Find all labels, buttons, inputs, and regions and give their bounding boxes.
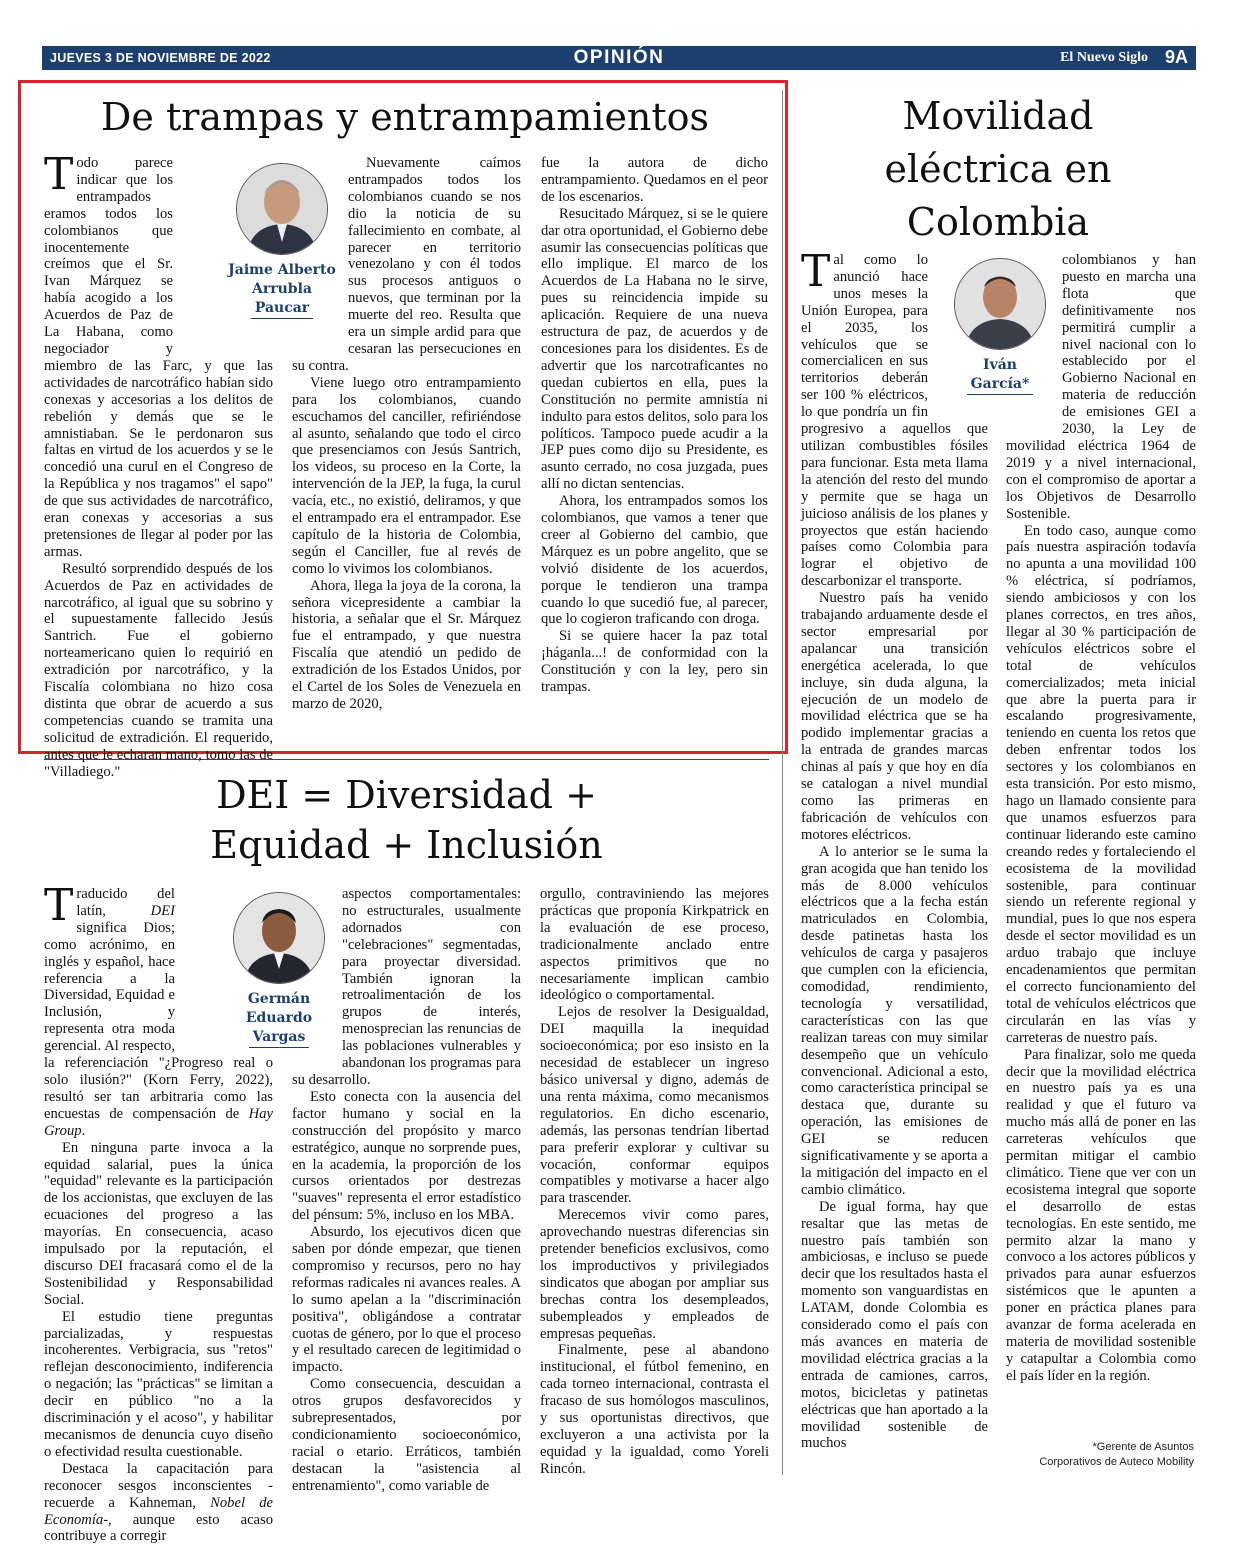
movilidad-column-1: Tal como lo anunció hace unos meses la Unión Europea, para el 2035, los vehículos que se comercialicen en sus territorios deberán ser 100 % eléctricos, lo que pondría un fin progresivo a aquellos que utilizan combustibles fósiles para funcionar. Esta meta llama la atención del resto del mundo y permite que se haga un juicioso análisis de los planes y proyectos que están haciendo países como Colombia para lograr el objetivo de descarbonizar el transporte. Nuestro país ha venido trabajando arduamente desde el sector empresarial por apalancar una transición energética acelerada, lo que incluye, sin duda alguna, la ejecución de un modelo de movilidad eléctrica que se ha podido implementar gracias a la entrada de grandes marcas chinas al país y que hoy en día se catalogan a nivel mundial como las primeras en fabricación de vehículos con motores eléctricos. A lo anterior se le suma la gran acogida que han tenido los más de 8.000 vehículos eléctricos que a la fecha están matriculados en Colombia, desde patinetas hasta los vehículos de carga y pasajeros que cumplen con la eficiencia, comodidad, rendimiento, tecnología y versatilidad, características con las que realizan tareas con muy similar desempeño que un vehículo convencional. Adicional a esto, como característica principal se destaca que, durante su operación, las emisiones de GEI se reducen significativamente y se aporta a la mitigación del impacto en el cambio climático. De igual forma, hay que resaltar que las metas de nuestro país también son ambiciosas, e incluso se puede decir que los resultados hasta el momento son vanguardistas en LATAM, donde Colombia es considerado como el país con más avances en materia de movilidad eléctrica gracias a la entrada de camiones, carros, motos, bicicletas y patinetas eléctricas que han aportado a la movilidad sostenible de muchos	[801, 246, 988, 1452]
masthead-bar	[42, 46, 1196, 70]
paragraph: A lo anterior se le suma la gran acogida que han tenido los más de 8.000 vehículos eléctricos que a la fecha están matriculados en Colombia, desde patinetas hasta los vehículos de carga y pasajeros que cumplen con la eficiencia, comodidad, rendimiento, tecnología y versatilidad, características con las que realizan tareas con muy similar desempeño que un vehículo convencional. Adicional a esto, como característica principal se destaca que, durante su operación, las emisiones de GEI se reducen significativamente y se aporta a la mitigación del impacto en el cambio climático.	[801, 843, 988, 1198]
trampas-author-spacer	[292, 155, 348, 345]
paragraph: colombianos y han puesto en marcha una flota que definitivamente nos permitirá cumplir a nivel nacional con lo establecido por el Gobierno Nacional en materia de reducción de emisiones GEI a 2030, la Ley de movilidad eléctrica 1964 de 2019 y a nivel internacional, con el compromiso de aportar a los Objetivos de Desarrollo Sostenible.	[1006, 252, 1196, 522]
newspaper-name: El Nuevo Siglo	[1060, 50, 1148, 65]
paragraph: Absurdo, los ejecutivos dicen que saben por dónde empezar, que tienen compromiso y recursos, pero no hay reformas radicales ni avances reales. A lo sumo apelan a la "discriminación positiva", obligándose a contratar cuotas de género, por lo que el proceso y el resultado carecen de legitimidad o impacto.	[292, 1224, 521, 1376]
dropcap: T	[801, 246, 831, 297]
paragraph: orgullo, contraviniendo las mejores prácticas que proponía Kirkpatrick en la evaluación de ese proceso, tradicionalmente anclado entre aspectos primitivos que no necesariamente implican cambio ideológico o comportamental.	[540, 886, 769, 1004]
paragraph: Como consecuencia, descuidan a otros grupos desfavorecidos y subrepresentados, por condicionamiento socioeconómico, racial o etario. Erráticos, también destacan la "asistencia al entrenamiento", como variable de	[292, 1376, 521, 1494]
issue-date: JUEVES 3 DE NOVIEMBRE DE 2022	[50, 51, 271, 65]
paragraph: Destaca la capacitación para reconocer sesgos inconscientes -recuerde a Kahneman, Nobel de Economía-, aunque esto acaso contribuye a corregir	[44, 1460, 273, 1545]
trampas-column-3	[541, 155, 768, 696]
dei-author-spacer	[292, 886, 342, 1071]
article-title-movilidad: Movilidad eléctrica en Colombia	[884, 94, 1112, 244]
author-footnote: *Gerente de Asuntos Corporativos de Auteco Mobility	[1039, 1441, 1194, 1468]
paragraph: Ahora, llega la joya de la corona, la señora vicepresidente a cambiar la historia, a señalar que el Sr. Márquez fue el entrampado, y que nuestra Fiscalía que atendió un pedido de extradición de los Estados Unidos, por el Cartel de los Soles de Venezuela en marzo de 2020,	[292, 577, 521, 712]
paragraph: fue la autora de dicho entrampamiento. Quedamos en el peor de los escenarios.	[541, 155, 768, 205]
dropcap: T	[44, 149, 74, 200]
paragraph: Resultó sorprendido después de los Acuerdos de Paz en actividades de narcotráfico, al igual que su sobrino y el supuestamente fallecido Jesús Santrich. Fue el gobierno norteamericano quien lo requirió en extradición por narcotráfico, y la Fiscalía colombiana no hizo cosa distinta que obrar de acuerdo a sus competencias cuando se tramita una solicitud de extradición. El requerido, antes que le echaran mano, tomo las de "Villadiego."	[44, 560, 273, 780]
paragraph: Nuestro país ha venido trabajando arduamente desde el sector empresarial por apalancar una transición energética acelerada, lo que incluye, sin duda alguna, la ejecución de un modelo de movilidad eléctrica que se ha podido implementar gracias a la entrada de grandes marcas chinas al país y que hoy en día se catalogan a nivel mundial como las primeras en fabricación de vehículos con motores eléctricos.	[801, 590, 988, 843]
paragraph: Finalmente, pese al abandono institucional, el fútbol femenino, en cada torneo internacional, contrasta el fracaso de sus homólogos masculinos, y sus oportunistas directivos, que excluyeron a una activista por la equidad y la igualdad, como Yoreli Rincón.	[540, 1342, 769, 1477]
paragraph: Viene luego otro entrampamiento para los colombianos, cuando escuchamos del canciller, refiriéndose al asunto, señalando que todo el circo que presenciamos con Jesús Santrich, los videos, su proceso en la Corte, la intervención de la JEP, la fuga, la curul vacía, etc., no existió, deliramos, y que el entrampado era el entrampador. Ese capítulo de la historia de Colombia, según el Canciller, fue al revés de como lo vivimos los colombianos.	[292, 374, 521, 577]
paragraph: odo parece indicar que los entrampados eramos todos los colombianos que inocentemente creímos que el Sr. Ivan Márquez se había acogido a los Acuerdos de Paz de La Habana, como negociador y miembro de las Farc, y que las actividades de narcotráfico habían sido conexas y accesorias a los delitos de rebelión y demás que se le amnistiaban. Se le perdonaron sus faltas en virtud de los acuerdos y se le concedió una curul en el Congreso de la República y nos tragamos" el sapo" de que sus actividades de narcotráfico, eran conexas y accesorias a sus pretensiones de llegar al poder por las armas.	[44, 155, 273, 560]
paragraph: En ninguna parte invoca a la equidad salarial, pues la única "equidad" relevante es la participación de los accionistas, que excluyen de las ecuaciones del progreso a las mayorías. En consecuencia, acaso impulsado por la reputación, el discurso DEI fracasará como el de la Sostenibilidad y Responsabilidad Social.	[44, 1139, 273, 1308]
paragraph: aspectos comportamentales: no estructurales, usualmente adornados con "celebraciones" segmentadas, para proyectar diversidad. También ignoran la retroalimentación de los grupos de interés, menosprecian las renuncias de las poblaciones vulnerables y abandonan los programas para su desarrollo.	[292, 886, 521, 1088]
author-name: Germán Eduardo Vargas	[222, 990, 336, 1048]
paragraph: Merecemos vivir como pares, aprovechando nuestras diferencias sin pretender beneficios exclusivos, como los improductivos y privilegiados sindicatos que abogan por ampliar sus brechas contra los desempleados, subempleados y empleados de empresas pequeñas.	[540, 1207, 769, 1342]
paragraph: Resucitado Márquez, si se le quiere dar otra oportunidad, el Gobierno debe asumir las consecuencias políticas que ello implique. El marco de los Acuerdos de La Habana no le sirve, pues su reincidencia impide su aplicación. Requiere de una nueva estructura de paz, de acuerdos y de concesiones para los disidentes. Es de advertir que los narcotraficantes no quedan cubiertos en ella, pues la Constitución no permite amnistía ni indulto para estos delitos, solo para los políticos. Tampoco puede acudir a la JEP pues como dijo su Presidente, es asunto cerrado, no cosa juzgada, pues allí no dictan sentencias.	[541, 205, 768, 493]
paragraph: Si se quiere hacer la paz total ¡háganla...! de conformidad con la Constitución y con la ley, pero sin trampas.	[541, 628, 768, 696]
movilidad-author-spacer	[1006, 252, 1062, 422]
section-title: OPINIÓN	[573, 47, 665, 68]
article-title-trampas: De trampas y entrampamientos	[100, 95, 710, 139]
paragraph: Ahora, los entrampados somos los colombianos, que vamos a tener que creer al Gobierno del cambio, que Márquez es un pobre angelito, que se volvió disidente de los acuerdos, porque le tendieron una trampa cuando lo que sucedió fue, al parecer, que lo cogieron traficando con droga.	[541, 493, 768, 628]
paragraph: Nuevamente caímos entrampados todos los colombianos cuando se nos dio la noticia de su fallecimiento en combate, al parecer en territorio venezolano y con él todos sus procesos antiguos o nuevos, que terminan por la muerte del reo. Resulta que era un simple ardid para que cesaran las persecuciones en su contra.	[292, 155, 521, 374]
page-number: 9A	[1164, 47, 1188, 67]
dei-column-2	[292, 886, 521, 1495]
author-name: Jaime Alberto Arrubla Paucar	[222, 261, 342, 319]
author-name: Iván García*	[952, 356, 1048, 395]
trampas-column-2	[292, 155, 521, 713]
paragraph: Esto conecta con la ausencia del factor humano y social en la construcción del propósito y marco estratégico, aunque no sorprende pues, en la academia, la proporción de los cursos orientados por destrezas "suaves" representa el error estadístico del pénsum: 5%, incluso en los MBA.	[292, 1088, 521, 1224]
article-title-dei: DEI = Diversidad + Equidad + Inclusión	[210, 773, 603, 867]
paragraph: De igual forma, hay que resaltar que las metas de nuestro país también son ambiciosas, e incluso se puede decir que los resultados hasta el momento son vanguardistas en LATAM, donde Colombia es considerado como el país con más avances en materia de movilidad eléctrica gracias a la entrada de camiones, carros, motos, bicicletas y patinetas eléctricas que han aportado a la movilidad sostenible de muchos	[801, 1198, 988, 1452]
dei-column-3	[540, 886, 769, 1478]
movilidad-column-2	[1006, 252, 1196, 1385]
column-divider-vertical	[782, 90, 783, 1475]
paragraph: El estudio tiene preguntas parcializadas, y respuestas incoherentes. Verbigracia, sus "retos" reflejan desconocimiento, indiferencia o negación; las "prácticas" se limitan a decir en público "no a la discriminación y el acoso", y habilitar mecanismos de denuncia cuyo diseño o efectividad resulta cuestionable.	[44, 1308, 273, 1460]
paragraph: Para finalizar, solo me queda decir que la movilidad eléctrica en nuestro país ya es una realidad y que el futuro va mucho más allá de poner en las carreteras vehículos que permitan mitigar el cambio climático. Tiene que ver con un ecosistema integral que soporte el desarrollo de estas tecnologías. En este sentido, me permito alzar la mano y convoco a los actores públicos y privados para aunar esfuerzos sistémicos que le apunten a poner en práctica planes para avanzar de forma acelerada en materia de movilidad sostenible y catapultar a Colombia como el país líder en la región.	[1006, 1046, 1196, 1384]
paragraph: Lejos de resolver la Desigualdad, DEI maquilla la inequidad socioeconómica; por eso insisto en la necesidad de establecer un ingreso básico universal y digno, además de una renta máxima, como mecanismos regulatorios. En dicho escenario, además, las personas tendrían libertad para preferir explorar y cultivar su vocación, conformar equipos compatibles y motivarse a hacer algo para trascender.	[540, 1004, 769, 1207]
dropcap: T	[44, 880, 74, 931]
dei-column-1: Traducido del latín, DEI significa Dios; como acrónimo, en inglés y español, hace referencia a la Diversidad, Equidad e Inclusión, y representa otra moda gerencial. Al respecto, la referenciación "¿Progreso real o solo ilusión?" (Korn Ferry, 2022), resultó ser tan arbitraria como las encuestas de compensación de Hay Group. En ninguna parte invoca a la equidad salarial, pues la única "equidad" relevante es la participación de los accionistas, que excluyen de las ecuaciones del progreso a las mayorías. En consecuencia, acaso impulsado por la reputación, el discurso DEI fracasará como el de la Sostenibilidad y Responsabilidad Social. El estudio tiene preguntas parcializadas, y respuestas incoherentes. Verbigracia, sus "retos" reflejan desconocimiento, indiferencia o negación; las "prácticas" se limitan a decir en público "no a la discriminación y el acoso", y habilitar mecanismos de denuncia cuyo diseño o efectividad resulta cuestionable. Destaca la capacitación para reconocer sesgos inconscientes -recuerde a Kahneman, Nobel de Economía-, aunque esto acaso contribuye a corregir	[44, 880, 273, 1545]
paragraph: En todo caso, aunque como país nuestra aspiración todavía no apunta a una movilidad 100 % eléctrica, sí podríamos, siendo ambiciosos y con los planes correctos, en tres años, llegar al 30 % participación de vehículos eléctricos sobre el total de vehículos comercializados; meta inicial que abre la puerta para ir escalando progresivamente, teniendo en cuenta los retos que deben enfrentar todos los sectores y los colombianos en esta transición. Por esto mismo, hago un llamado consiente para que unamos esfuerzos para continuar liderando este camino creando redes y fortaleciendo el ecosistema de la movilidad sostenible, para continuar siendo un referente regional y mundial, pues lo que nos espera desde el sector movilidad es un arduo trabajo que incluye encadenamientos que permitan el correcto funcionamiento del total de vehículos eléctricos que circularán en las vías y carreteras de nuestro país.	[1006, 522, 1196, 1046]
